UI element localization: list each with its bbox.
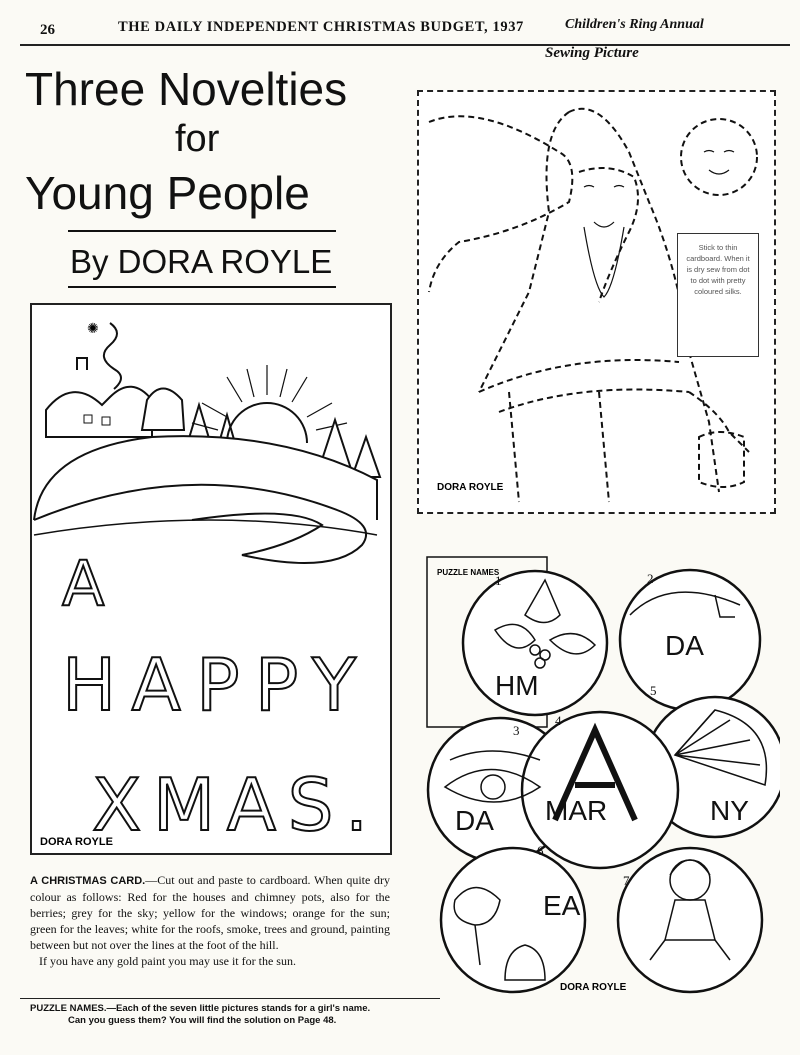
puzzle-number-2: 2 xyxy=(647,571,654,586)
puzzle-note xyxy=(30,1003,430,1027)
card-signature: DORA ROYLE xyxy=(40,836,113,848)
greeting-line-3: XMAS. xyxy=(92,763,372,847)
puzzle-number-3: 3 xyxy=(513,723,520,738)
puzzle-names-panel xyxy=(425,555,780,995)
divider xyxy=(68,230,336,232)
puzzle-number-7: 7 xyxy=(623,873,630,888)
greeting-letters xyxy=(62,547,372,847)
caption-heading: A CHRISTMAS CARD. xyxy=(30,875,146,887)
caption-gold: If you have any gold paint you may use it for the sun. xyxy=(39,954,296,968)
christmas-card-illustration xyxy=(32,305,390,853)
puzzle-number-6: 6 xyxy=(537,843,544,858)
puzzle-note-line-2: Can you guess them? You will find the solution on Page 48. xyxy=(68,1015,337,1026)
puzzle-circle-7 xyxy=(618,848,762,992)
card-caption xyxy=(30,872,390,969)
caption-body: —Cut out and paste to cardboard. When quite dry colour as follows: Red for the houses and chimney pots, also for the berries; grey for the sky; yellow for the windows; orange for the sun; green for the leaves; white for the roofs, smoke, trees and ground, painting between but not over the lines at the foot of the hill. xyxy=(30,873,390,952)
section-title: Children's Ring Annual xyxy=(565,17,704,32)
svg-text:✺: ✺ xyxy=(87,322,99,337)
puzzle-text-5: NY xyxy=(710,795,749,826)
puzzle-number-1: 1 xyxy=(495,573,502,588)
puzzle-text-1: HM xyxy=(495,670,539,701)
title-line-1: Three Novelties xyxy=(25,63,348,115)
sewing-instructions-box xyxy=(677,233,759,357)
greeting-line-1: A xyxy=(62,547,105,620)
puzzle-number-5: 5 xyxy=(650,683,657,698)
puzzle-text-6: EA xyxy=(543,890,581,921)
title-line-3: Young People xyxy=(25,167,310,219)
puzzle-number-4: 4 xyxy=(555,713,562,728)
puzzle-text-4: MAR xyxy=(545,795,608,826)
puzzle-illustration xyxy=(425,555,780,995)
page-number: 26 xyxy=(40,22,55,38)
puzzle-signature: DORA ROYLE xyxy=(560,982,627,993)
publication-title: THE DAILY INDEPENDENT CHRISTMAS BUDGET, 1937 xyxy=(118,19,524,35)
sewing-label: Sewing Picture xyxy=(545,45,639,61)
puzzle-label: PUZZLE NAMES xyxy=(437,568,500,577)
greeting-line-2: HAPPY xyxy=(62,643,362,727)
title-line-2: for xyxy=(175,118,220,160)
christmas-card xyxy=(30,303,392,855)
sewing-signature: DORA ROYLE xyxy=(437,482,504,493)
byline: By DORA ROYLE xyxy=(70,243,333,280)
divider xyxy=(68,286,336,288)
puzzle-note-line-1: PUZZLE NAMES.—Each of the seven little pictures stands for a girl's name. xyxy=(30,1003,371,1014)
sewing-instructions: Stick to thin cardboard. When it is dry sew from dot to dot with pretty coloured silks. xyxy=(686,243,750,296)
puzzle-text-2: DA xyxy=(665,630,704,661)
divider xyxy=(20,998,440,999)
puzzle-text-3: DA xyxy=(455,805,494,836)
